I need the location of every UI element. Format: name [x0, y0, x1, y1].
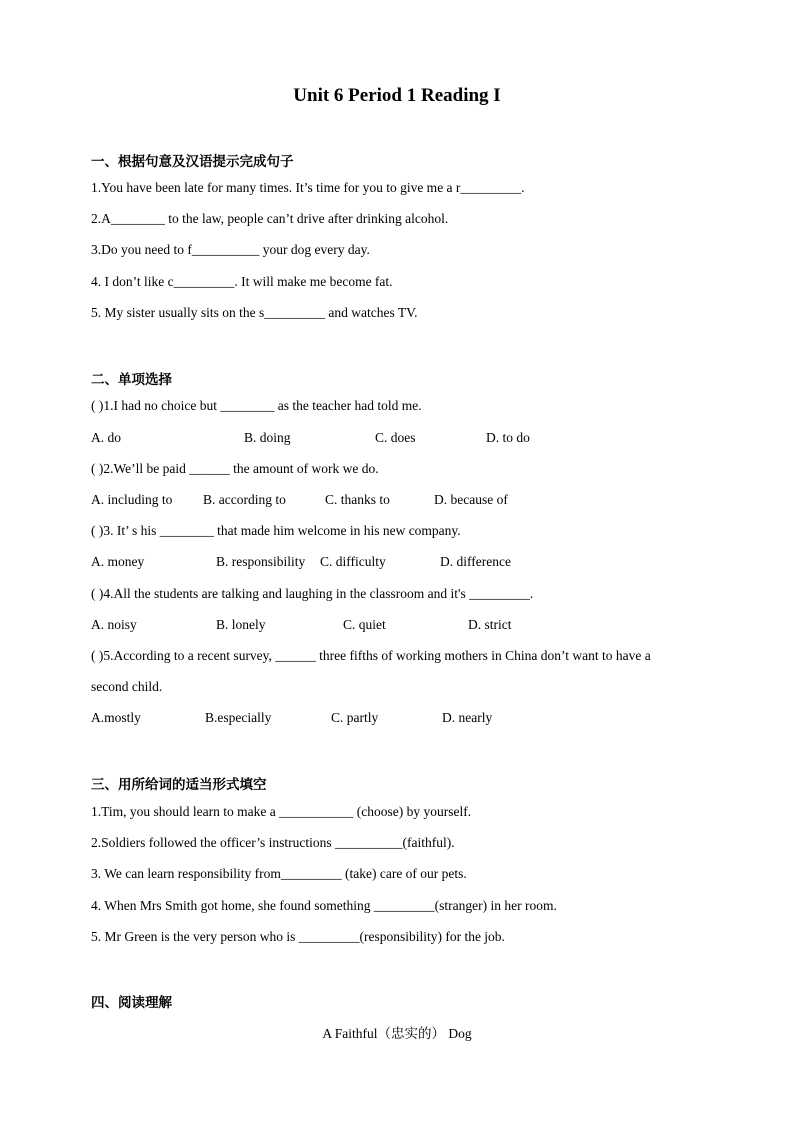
question-3-option-b: B. responsibility — [216, 554, 306, 569]
section1-item-2: 2.A________ to the law, people can’t drive after drinking alcohol. — [91, 211, 449, 226]
section1-item-1: 1.You have been late for many times. It’s time for you to give me a r_________. — [91, 180, 525, 195]
section3-item-4: 4. When Mrs Smith got home, she found something _________(stranger) in her room. — [91, 898, 557, 913]
question-1-option-c: C. does — [375, 430, 416, 445]
question-5-options — [91, 710, 711, 728]
question-3-option-d: D. difference — [440, 554, 511, 569]
question-3-option-c: C. difficulty — [320, 554, 386, 569]
section3-item-2: 2.Soldiers followed the officer’s instructions __________(faithful). — [91, 835, 455, 850]
question-5-option-a: A.mostly — [91, 710, 141, 725]
question-2-option-a: A. including to — [91, 492, 173, 507]
section1-item-3: 3.Do you need to f__________ your dog every day. — [91, 242, 370, 257]
section3-item-3: 3. We can learn responsibility from_________ (take) care of our pets. — [91, 866, 467, 881]
question-4-option-d: D. strict — [468, 617, 512, 632]
question-2-option-c: C. thanks to — [325, 492, 390, 507]
section3-heading: 三、用所给词的适当形式填空 — [91, 777, 267, 793]
question-5-stem-continued: second child. — [91, 679, 163, 694]
section1-item-4: 4. I don’t like c_________. It will make me become fat. — [91, 274, 393, 289]
question-2-option-b: B. according to — [203, 492, 286, 507]
question-5-stem: ( )5.According to a recent survey, ______ three fifths of working mothers in China don’t want to have a — [91, 648, 651, 663]
question-3-options — [91, 554, 711, 572]
passage-title: A Faithful（忠实的） Dog — [322, 1026, 472, 1041]
question-1-stem: ( )1.I had no choice but ________ as the teacher had told me. — [91, 398, 422, 413]
question-4-option-c: C. quiet — [343, 617, 386, 632]
question-5-option-b: B.especially — [205, 710, 272, 725]
question-1-options — [91, 430, 711, 448]
section3-item-1: 1.Tim, you should learn to make a ___________ (choose) by yourself. — [91, 804, 472, 819]
question-3-option-a: A. money — [91, 554, 145, 569]
question-5-option-d: D. nearly — [442, 710, 493, 725]
page-title: Unit 6 Period 1 Reading I — [293, 85, 501, 106]
question-4-options — [91, 617, 711, 635]
question-2-stem: ( )2.We’ll be paid ______ the amount of work we do. — [91, 461, 379, 476]
question-5-option-c: C. partly — [331, 710, 379, 725]
question-2-option-d: D. because of — [434, 492, 508, 507]
section1-item-5: 5. My sister usually sits on the s_________ and watches TV. — [91, 305, 418, 320]
question-4-option-b: B. lonely — [216, 617, 266, 632]
question-3-stem: ( )3. It’ s his ________ that made him welcome in his new company. — [91, 523, 461, 538]
question-1-option-a: A. do — [91, 430, 121, 445]
section4-heading: 四、阅读理解 — [91, 995, 172, 1011]
question-1-option-b: B. doing — [244, 430, 291, 445]
question-4-stem: ( )4.All the students are talking and laughing in the classroom and it's _________. — [91, 586, 534, 601]
question-1-option-d: D. to do — [486, 430, 530, 445]
section1-heading: 一、根据句意及汉语提示完成句子 — [91, 154, 294, 170]
question-4-option-a: A. noisy — [91, 617, 137, 632]
section2-heading: 二、单项选择 — [91, 372, 172, 388]
section3-item-5: 5. Mr Green is the very person who is _________(responsibility) for the job. — [91, 929, 505, 944]
question-2-options — [91, 492, 711, 510]
